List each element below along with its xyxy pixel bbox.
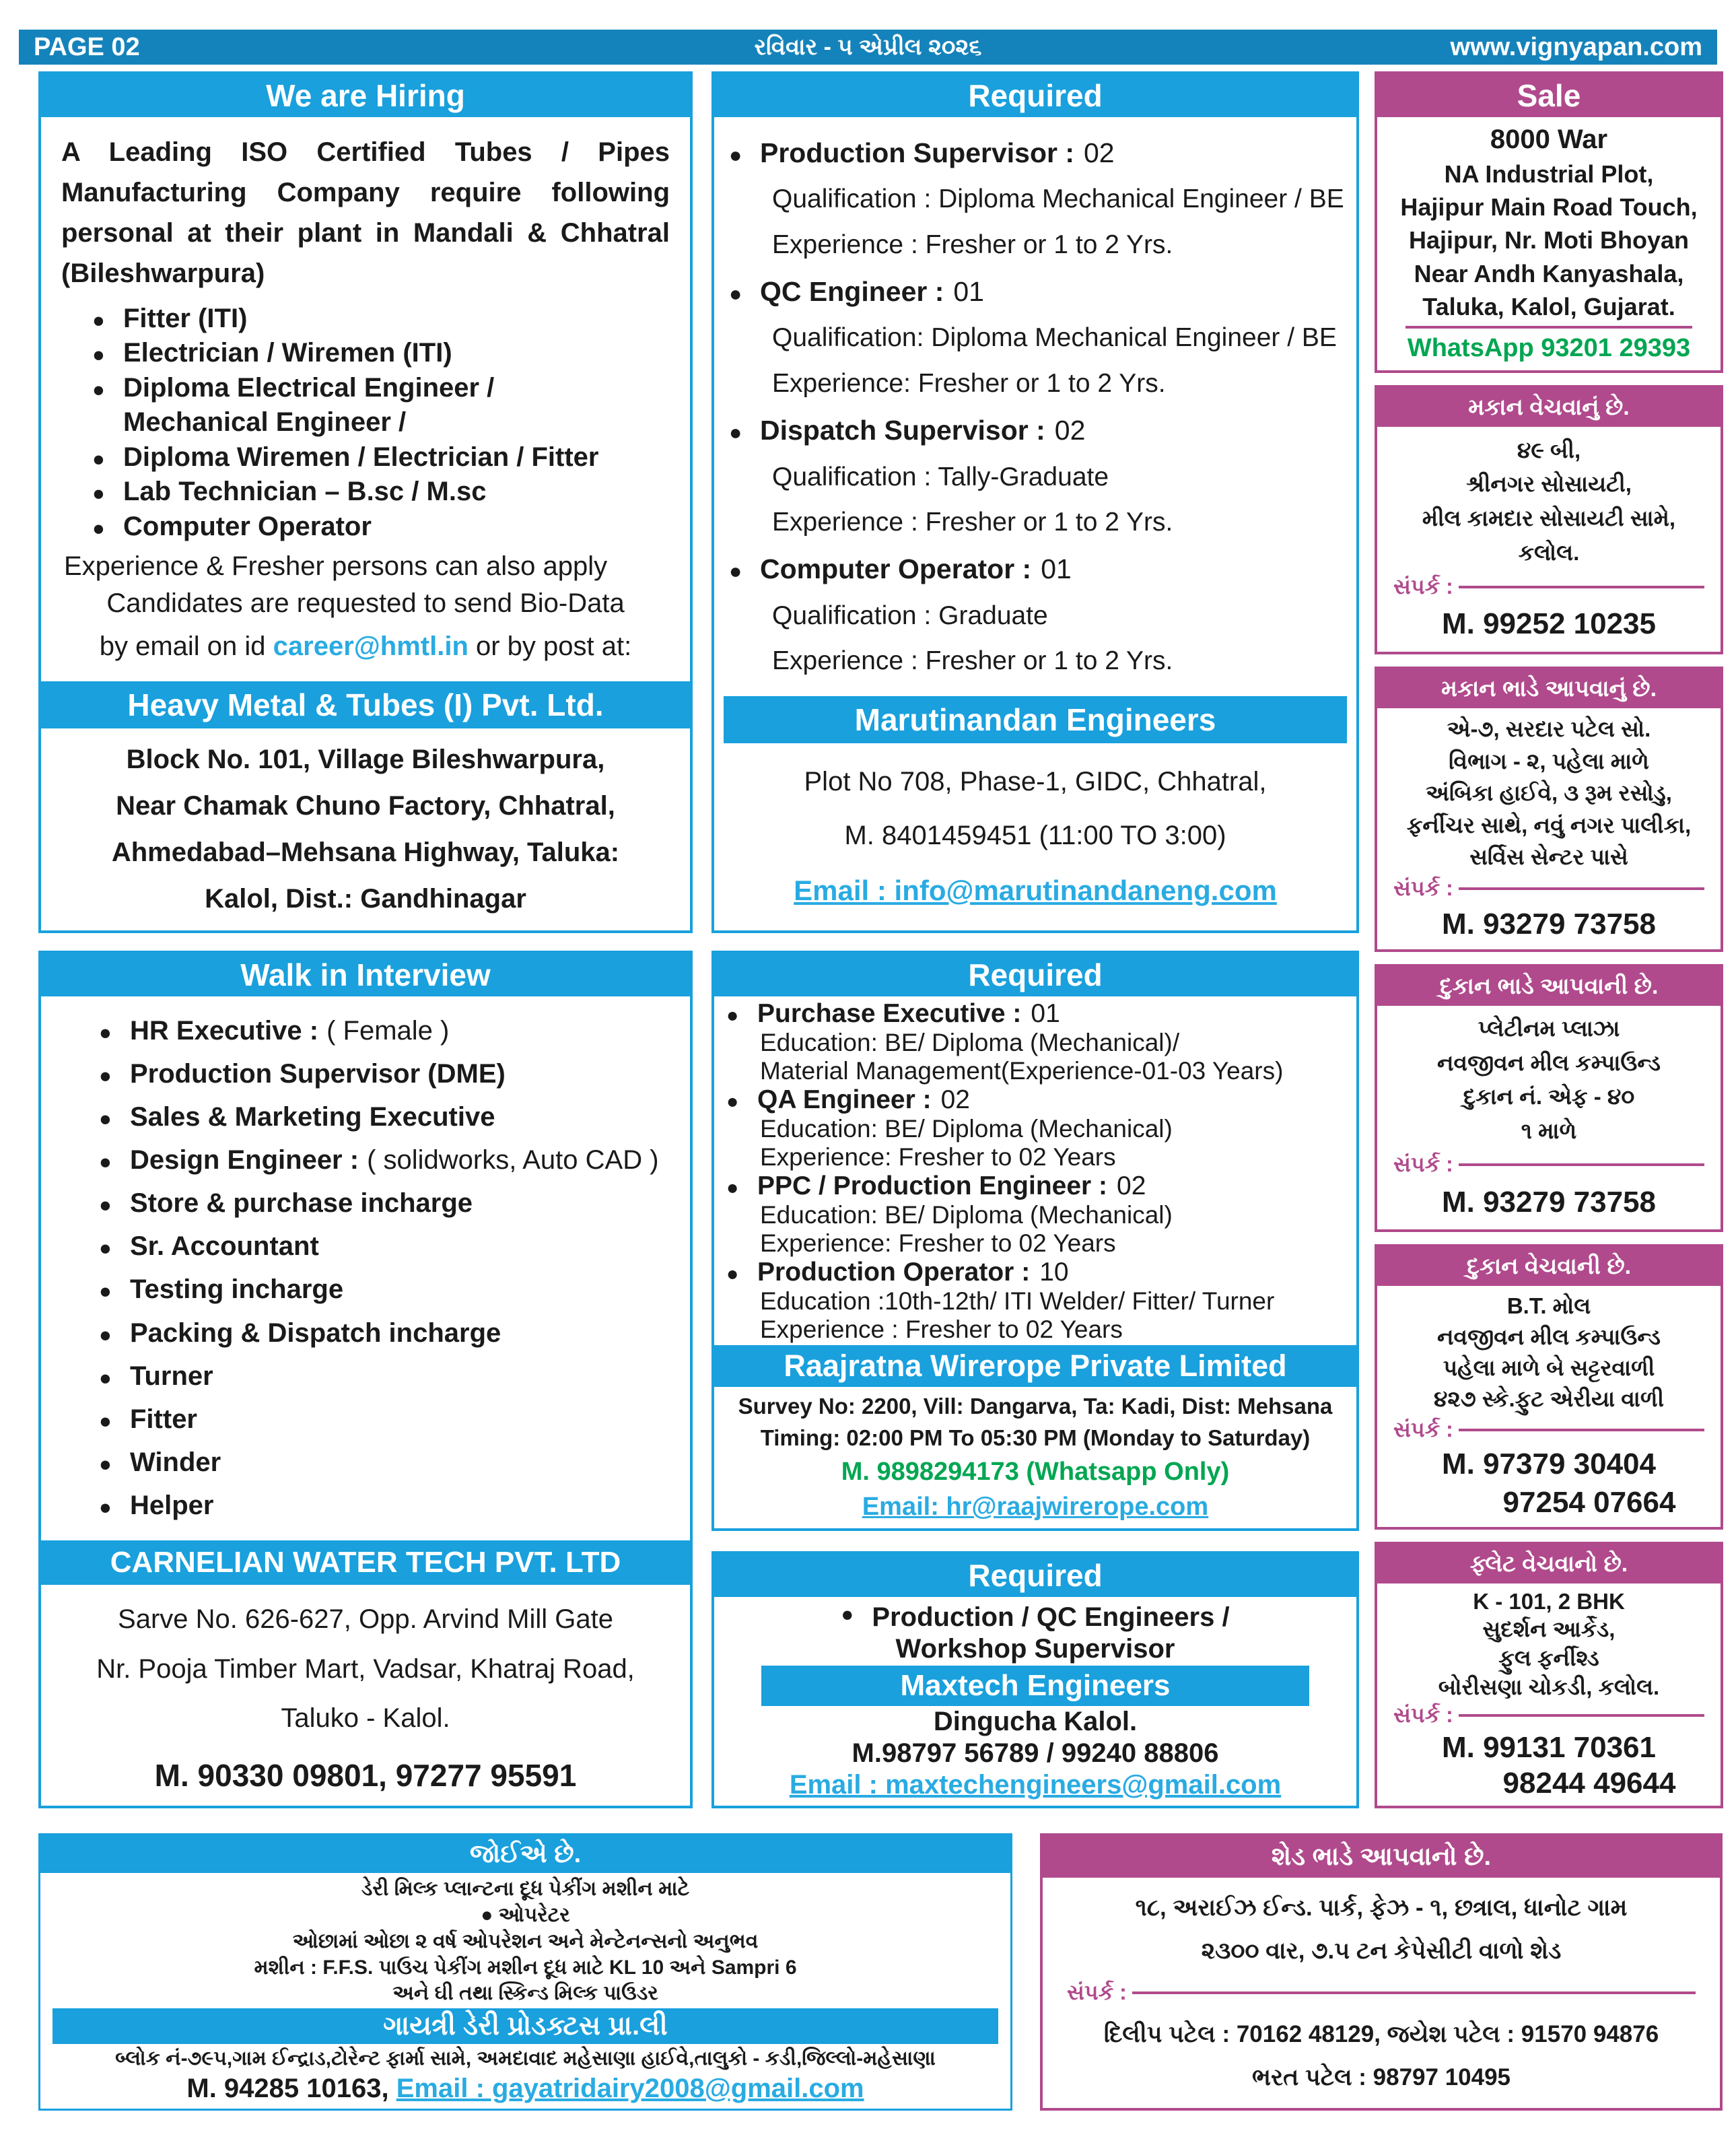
position-item <box>99 1016 690 1046</box>
position-item <box>99 1102 690 1132</box>
ad-we-are-hiring <box>38 71 693 933</box>
whatsapp-number: M. 9898294173 (Whatsapp Only) <box>841 1457 1230 1486</box>
company-address <box>41 728 690 930</box>
ad-title: Required <box>714 1554 1356 1597</box>
job-title-row <box>729 137 1343 169</box>
position-label: Fitter <box>130 1404 197 1434</box>
positions-list <box>41 996 690 1540</box>
contact-row <box>46 2074 1005 2104</box>
address-line: Hajipur, Nr. Moti Bhoyan <box>1408 226 1690 254</box>
whatsapp-number: WhatsApp 93201 29393 <box>1407 333 1691 362</box>
job-title-row <box>726 1171 1347 1201</box>
address-line: Plot No 708, Phase-1, GIDC, Chhatral, <box>804 767 1267 796</box>
bullet-icon: ● <box>92 516 105 540</box>
bullet-icon: ● <box>99 1279 112 1303</box>
timing-line: Timing: 02:00 PM To 05:30 PM (Monday to Saturday) <box>760 1425 1311 1451</box>
ad-title: મકાન વેચવાનું છે. <box>1377 388 1721 427</box>
address-line: Taluka, Kalol, Gujarat. <box>1422 292 1675 320</box>
job-detail-row: Qualification : Diploma Mechanical Engineer / BE <box>772 184 1344 214</box>
address-line: Sarve No. 626-627, Opp. Arvind Mill Gate <box>118 1604 613 1634</box>
bullet-icon: ● <box>481 1903 499 1926</box>
position-label: Diploma Wiremen / Electrician / Fitter <box>123 442 599 472</box>
contact-label: સંપર્ક : <box>1393 1417 1453 1441</box>
address-line: Dingucha Kalol. <box>933 1707 1138 1737</box>
page-header-bar <box>19 30 1717 65</box>
contact-row <box>1381 1152 1716 1178</box>
ad-required-marutinandan <box>711 71 1359 933</box>
ad-title: મકાન ભાડે આપવાનું છે. <box>1377 669 1721 708</box>
job-detail-row: Qualification: Diploma Mechanical Engineer / BE <box>772 323 1337 353</box>
job-count: 10 <box>1039 1258 1069 1287</box>
position-detail: ( solidworks, Auto CAD ) <box>367 1145 659 1175</box>
email-link[interactable]: career@hmtl.in <box>273 632 468 661</box>
job-count: 02 <box>1084 137 1115 168</box>
contact-divider-line <box>1459 1163 1704 1166</box>
position-item <box>92 477 670 507</box>
ad-shed-rent <box>1040 1833 1723 2111</box>
job-detail-row: Experience: Fresher to 02 Years <box>760 1143 1116 1171</box>
page-number-label: PAGE 02 <box>34 32 140 61</box>
position-label: Electrician / Wiremen (ITI) <box>123 338 452 368</box>
bullet-icon: ● <box>99 1064 112 1088</box>
job-list <box>714 117 1356 696</box>
ad-title: શેડ ભાડે આપવાનો છે. <box>1043 1836 1720 1878</box>
position-label: Fitter (ITI) <box>123 303 248 333</box>
company-band: Heavy Metal & Tubes (I) Pvt. Ltd. <box>41 681 690 728</box>
company-band: Raajratna Wirerope Private Limited <box>714 1345 1356 1387</box>
ad-dairy-wanted <box>38 1833 1012 2111</box>
position-label: Store & purchase incharge <box>130 1188 473 1219</box>
position-item <box>46 1904 1005 1927</box>
ad-sale-plot <box>1375 71 1723 373</box>
address-line: બ્લોક નં-૭૯૫,ગામ ઈન્દ્રાડ,ટોરેન્ટ ફાર્મા સામે, અમદાવાદ મહેસાણા હાઈવે,તાલુકો - કડી,જિલ્લો-મહેસાણા <box>115 2047 936 2070</box>
job-detail-row: Education: BE/ Diploma (Mechanical)/ <box>760 1029 1180 1056</box>
position-label: Lab Technician – B.sc / M.sc <box>123 477 487 506</box>
phone-number: M.98797 56789 / 99240 88806 <box>852 1738 1219 1769</box>
phone-number: દિલીપ પટેલ : 70162 48129, જયેશ પટેલ : 91570 94876 <box>1103 2021 1659 2048</box>
company-band: CARNELIAN WATER TECH PVT. LTD <box>41 1540 690 1585</box>
position-item <box>92 338 670 368</box>
edition-date: રવિવાર - ૫ એપ્રીલ ૨૦૨૬ <box>754 34 982 60</box>
bullet-icon: ● <box>92 343 105 366</box>
contact-divider-line <box>1132 1991 1696 1994</box>
apply-line-1: Candidates are requested to send Bio-Data <box>106 588 625 618</box>
ad-title: Required <box>714 74 1356 117</box>
address-line: ૧ માળે <box>1521 1118 1577 1143</box>
address-line: Ahmedabad–Mehsana Highway, Taluka: <box>111 838 620 867</box>
company-address <box>41 1585 690 1753</box>
company-contact <box>714 743 1356 930</box>
position-label: Sales & Marketing Executive <box>130 1102 495 1132</box>
phone-number: M. 93279 73758 <box>1441 1185 1657 1219</box>
position-label: Mechanical Engineer / <box>123 407 407 437</box>
contact-label: સંપર્ક : <box>1067 1979 1127 2004</box>
job-title: QA Engineer : <box>757 1085 932 1114</box>
contact-divider-line <box>1459 586 1704 588</box>
middle-column <box>711 71 1359 1808</box>
address-line: Block No. 101, Village Bileshwarpura, <box>126 745 605 774</box>
bullet-icon: ● <box>841 1602 854 1626</box>
contact-row <box>1381 574 1716 600</box>
ad-title: ફ્લેટ વેચવાનો છે. <box>1377 1544 1721 1583</box>
position-label: HR Executive : <box>130 1016 319 1046</box>
phone-number: M. 90330 09801, 97277 95591 <box>154 1758 577 1793</box>
address-line: મીલ કામદાર સોસાયટી સામે, <box>1422 506 1676 531</box>
phone-number: M. 93279 73758 <box>1441 907 1657 941</box>
contact-label: સંપર્ક : <box>1393 876 1453 901</box>
position-item <box>92 304 670 334</box>
contact-divider-line <box>1459 1714 1704 1717</box>
email-link[interactable]: Email: hr@raajwirerope.com <box>862 1493 1209 1522</box>
phone-number: 98244 49644 <box>1502 1767 1676 1800</box>
address-line: પ્લેટીનમ પ્લાઝા <box>1478 1016 1620 1042</box>
address-line: ૪૯ બી, <box>1517 437 1581 463</box>
position-label: Winder <box>130 1447 221 1477</box>
ad-shop-rent <box>1375 964 1723 1232</box>
address-line: અંબિકા હાઈવે, ૩ રૂમ રસોડુ, <box>1426 780 1672 806</box>
bullet-icon: ● <box>99 1021 112 1045</box>
job-detail-row: Experience : Fresher or 1 to 2 Yrs. <box>772 508 1173 537</box>
address-line: નવજીવન મીલ કમ્પાઉન્ડ <box>1436 1324 1661 1349</box>
position-label: Packing & Dispatch incharge <box>130 1318 501 1348</box>
position-item-continuation: Workshop Supervisor <box>895 1633 1175 1664</box>
ad-text-line: ડેરી મિલ્ક પ્લાન્ટના દૂધ પેકીંગ મશીન માટે <box>361 1877 690 1900</box>
right-column <box>1375 71 1723 1808</box>
bullet-icon: ● <box>99 1150 112 1174</box>
apply-line-2-post: or by post at: <box>468 632 632 661</box>
bullet-icon: ● <box>729 142 742 167</box>
job-detail-row: Material Management(Experience-01-03 Years) <box>760 1057 1284 1085</box>
position-item <box>99 1318 690 1349</box>
contact-label: સંપર્ક : <box>1393 1703 1453 1728</box>
email-link[interactable]: Email : info@marutinandaneng.com <box>794 875 1277 906</box>
job-title: QC Engineer : <box>760 275 944 307</box>
contact-divider-line <box>1459 1429 1704 1431</box>
phone-number: ભરત પટેલ : 98797 10495 <box>1251 2064 1511 2090</box>
contact-divider-line <box>1459 887 1704 890</box>
position-label: Computer Operator <box>123 511 372 541</box>
address-line: સુદર્શન આર્કેડ, <box>1482 1616 1616 1642</box>
phone-number: M. 94285 10163, <box>186 2074 396 2103</box>
position-item <box>92 373 670 403</box>
ad-title: We are Hiring <box>41 74 690 117</box>
position-item <box>99 1491 690 1521</box>
position-label: ઓપરેટર <box>498 1903 570 1926</box>
position-item <box>99 1188 690 1219</box>
bullet-icon: ● <box>99 1452 112 1476</box>
company-band: Marutinandan Engineers <box>724 696 1347 743</box>
bullet-icon: ● <box>726 1176 739 1199</box>
company-band: Maxtech Engineers <box>761 1666 1309 1706</box>
address-line: Taluko - Kalol. <box>281 1703 450 1734</box>
job-title: Purchase Executive : <box>757 999 1022 1028</box>
job-title: Dispatch Supervisor : <box>760 414 1045 446</box>
company-contact <box>714 1387 1356 1528</box>
position-item <box>99 1447 690 1478</box>
position-item <box>99 1274 690 1305</box>
bullet-icon: ● <box>726 1262 739 1285</box>
contact-row <box>1381 876 1716 901</box>
address-line: Nr. Pooja Timber Mart, Vadsar, Khatraj Road, <box>96 1654 635 1684</box>
job-detail-row: Experience : Fresher to 02 Years <box>760 1316 1123 1343</box>
company-band: ગાયત્રી ડેરી પ્રોડક્ટસ પ્રા.લી <box>53 2008 998 2044</box>
job-count: 02 <box>1117 1171 1146 1200</box>
ad-required-maxtech <box>711 1551 1359 1808</box>
job-detail-row: Experience : Fresher or 1 to 2 Yrs. <box>772 646 1173 676</box>
phone-number: M. 99131 70361 <box>1441 1730 1657 1764</box>
job-title: Computer Operator : <box>760 553 1032 584</box>
job-title-row <box>729 276 1343 308</box>
bullet-icon: ● <box>92 377 105 401</box>
left-column <box>38 71 693 1808</box>
contact-row <box>1049 1980 1713 2006</box>
address-line: K - 101, 2 BHK <box>1473 1588 1625 1614</box>
apply-instructions <box>61 582 670 675</box>
apply-line-2-pre: by email on id <box>99 632 273 661</box>
bullet-icon: ● <box>92 446 105 471</box>
hiring-note: Experience & Fresher persons can also apply <box>64 551 608 581</box>
ad-required-raajratna <box>711 951 1359 1531</box>
job-detail-row: Qualification : Graduate <box>772 601 1048 630</box>
position-item-continuation <box>92 407 670 438</box>
address-line: B.T. મોલ <box>1506 1293 1591 1318</box>
bullet-icon: ● <box>726 1004 739 1027</box>
contact-label: સંપર્ક : <box>1393 1152 1453 1177</box>
address-line: Survey No: 2200, Vill: Dangarva, Ta: Kadi, Dist: Mehsana <box>738 1393 1333 1419</box>
address-line: NA Industrial Plot, <box>1444 160 1654 188</box>
phone-number: M. 97379 30404 <box>1441 1447 1657 1480</box>
job-count: 01 <box>1031 999 1060 1028</box>
phone-number: M. 99252 10235 <box>1441 607 1657 641</box>
position-label: Testing incharge <box>130 1274 344 1305</box>
position-label: Production / QC Engineers / <box>872 1602 1230 1632</box>
bullet-icon: ● <box>726 1090 739 1113</box>
position-item <box>99 1361 690 1392</box>
position-label: Sr. Accountant <box>130 1231 319 1262</box>
job-title-row <box>726 1085 1347 1115</box>
ad-title: Required <box>714 953 1356 996</box>
bullet-icon: ● <box>99 1193 112 1217</box>
address-line: કલોલ. <box>1518 539 1580 565</box>
position-item <box>99 1145 690 1175</box>
position-label: Production Supervisor (DME) <box>130 1059 506 1089</box>
ad-text-line: અને ઘી તથા સ્કિન્ડ મિલ્ક પાઉડર <box>392 1982 658 2005</box>
job-title: Production Operator : <box>757 1258 1031 1287</box>
address-line: Near Andh Kanyashala, <box>1414 259 1684 287</box>
address-line: Kalol, Dist.: Gandhinagar <box>205 884 526 914</box>
position-item <box>92 442 670 473</box>
position-label: Helper <box>130 1490 214 1520</box>
job-detail-row: Education :10th-12th/ ITI Welder/ Fitter/ Turner <box>760 1287 1275 1315</box>
job-count: 02 <box>1054 414 1086 446</box>
website-link[interactable]: www.vignyapan.com <box>1450 32 1702 61</box>
address-line: ફર્નીચર સાથે, નવું નગર પાલીકા, <box>1406 812 1692 838</box>
bullet-icon: ● <box>92 308 105 332</box>
bullet-icon: ● <box>729 419 742 444</box>
bullet-icon: ● <box>729 558 742 583</box>
ad-title: Sale <box>1377 74 1721 117</box>
email-link[interactable]: Email : maxtechengineers@gmail.com <box>789 1770 1282 1800</box>
job-title: Production Supervisor : <box>760 137 1074 168</box>
ad-text-line: મશીન : F.F.S. પાઉચ પેકીંગ મશીન દૂધ માટે KL 10 અને Sampri 6 <box>254 1956 797 1979</box>
ad-title: જોઈએ છે. <box>40 1835 1010 1873</box>
bullet-icon: ● <box>99 1365 112 1390</box>
address-line: ૪૨૭ સ્કે.ફુટ એરીયા વાળી <box>1433 1386 1665 1411</box>
divider <box>1405 326 1692 329</box>
address-line: ૨૩૦૦ વાર, ૭.૫ ટન કેપેસીટી વાળો શેડ <box>1201 1937 1562 1964</box>
bullet-icon: ● <box>99 1322 112 1347</box>
position-item <box>99 1059 690 1089</box>
position-label: Diploma Electrical Engineer / <box>123 372 495 403</box>
ad-house-sale <box>1375 385 1723 654</box>
ad-house-rent <box>1375 667 1723 952</box>
contact-row <box>1381 1703 1716 1728</box>
job-detail-row: Education: BE/ Diploma (Mechanical) <box>760 1115 1173 1143</box>
address-line: દુકાન નં. એફ - ૪૦ <box>1463 1084 1635 1110</box>
address-line: પહેલા માળે બે સટ્ટરવાળી <box>1443 1355 1655 1380</box>
contact-row <box>1381 1417 1716 1443</box>
job-detail-row: Qualification : Tally-Graduate <box>772 462 1109 491</box>
ad-title: દુકાન ભાડે આપવાની છે. <box>1377 967 1721 1006</box>
position-label: Turner <box>130 1361 213 1391</box>
phone-number: M. 8401459451 (11:00 TO 3:00) <box>844 821 1226 850</box>
email-link[interactable]: Email : gayatridairy2008@gmail.com <box>396 2074 864 2103</box>
bullet-icon: ● <box>99 1408 112 1433</box>
address-line: શ્રીનગર સોસાયટી, <box>1466 471 1632 497</box>
ad-title: Walk in Interview <box>41 953 690 996</box>
ad-shop-sale <box>1375 1244 1723 1530</box>
ad-walk-in-interview <box>38 951 693 1808</box>
job-count: 01 <box>953 275 984 307</box>
job-detail-row: Experience: Fresher to 02 Years <box>760 1229 1116 1257</box>
job-detail-row: Education: BE/ Diploma (Mechanical) <box>760 1201 1173 1229</box>
phone-number: 97254 07664 <box>1502 1486 1676 1519</box>
job-detail-row: Experience: Fresher or 1 to 2 Yrs. <box>772 369 1166 399</box>
job-title-row <box>726 999 1347 1029</box>
position-label: Design Engineer : <box>130 1145 359 1175</box>
ad-flat-sale <box>1375 1542 1723 1808</box>
address-line: Near Chamak Chuno Factory, Chhatral, <box>116 791 615 821</box>
bullet-icon: ● <box>99 1236 112 1260</box>
job-detail-row: Experience : Fresher or 1 to 2 Yrs. <box>772 230 1173 260</box>
job-title: PPC / Production Engineer : <box>757 1171 1108 1200</box>
position-detail: ( Female ) <box>326 1016 450 1046</box>
address-line: સર્વિસ સેન્ટર પાસે <box>1469 844 1628 869</box>
plot-size: 8000 War <box>1490 125 1608 155</box>
position-item <box>714 1602 1356 1633</box>
job-count: 02 <box>940 1085 970 1114</box>
address-line: નવજીવન મીલ કમ્પાઉન્ડ <box>1436 1050 1661 1075</box>
position-item <box>99 1404 690 1435</box>
address-line: Hajipur Main Road Touch, <box>1400 193 1698 221</box>
ad-text-line: ઓછામાં ઓછા ૨ વર્ષ ઓપરેશન અને મેન્ટેનન્સનો અનુભવ <box>292 1930 759 1952</box>
job-title-row <box>726 1258 1347 1287</box>
ad-title: દુકાન વેચવાની છે. <box>1377 1247 1721 1286</box>
job-title-row <box>729 553 1343 585</box>
address-line: બોરીસણા ચોકડી, કલોલ. <box>1438 1674 1660 1699</box>
address-line: ફુલ ફર્નીશ્ડ <box>1498 1645 1599 1670</box>
position-item <box>92 512 670 542</box>
job-title-row <box>729 415 1343 446</box>
bullet-icon: ● <box>99 1495 112 1519</box>
contact-label: સંપર્ક : <box>1393 574 1453 599</box>
address-line: ૧૮, અરાઈઝ ઈન્ડ. પાર્ક, ફેઝ - ૧, છત્રાલ, ધાનોટ ગામ <box>1135 1895 1628 1921</box>
position-item <box>99 1231 690 1262</box>
bullet-icon: ● <box>99 1107 112 1131</box>
bullet-icon: ● <box>729 281 742 306</box>
job-list <box>714 996 1356 1345</box>
address-line: એ-૭, સરદાર પટેલ સો. <box>1447 716 1651 742</box>
bullet-icon: ● <box>92 481 105 505</box>
job-count: 01 <box>1041 553 1072 584</box>
hiring-intro-text: A Leading ISO Certified Tubes / Pipes Manufacturing Company require following personal at their plant in Mandali & Chhatral (Bileshwarpura) <box>61 137 670 288</box>
positions-list <box>61 294 670 551</box>
address-line: વિભાગ - ૨, પહેલા માળે <box>1449 748 1649 774</box>
